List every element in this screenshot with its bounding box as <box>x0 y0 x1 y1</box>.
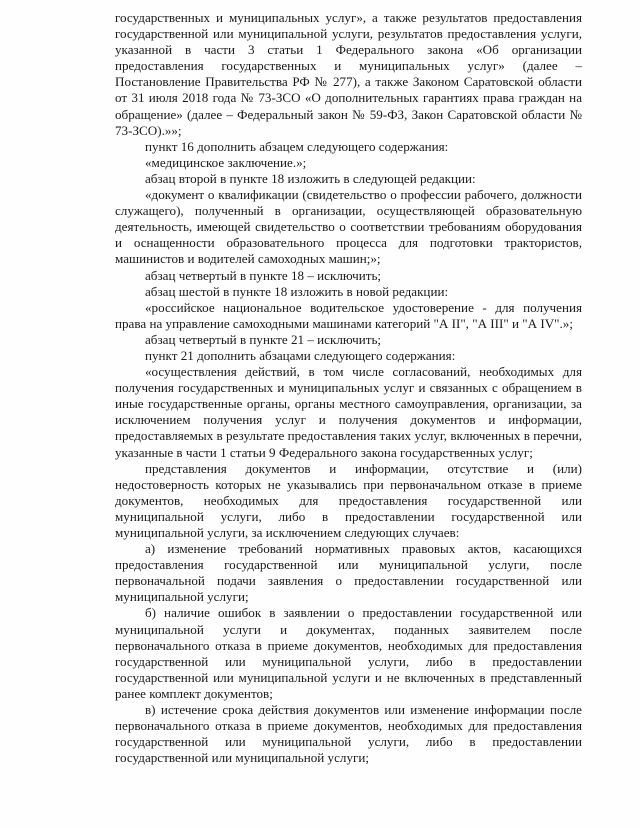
paragraph-4: абзац второй в пункте 18 изложить в следующей редакции: <box>145 170 476 186</box>
paragraph-8: «российское национальное водительское удостоверение - для получения права на управление самоходными машинами категорий "А II", "А III" и "А IV".»; <box>115 299 582 331</box>
paragraph-15: в) истечение срока действия документов или изменение информации после первоначального отказа в приеме документов, необходимых для предоставления государственной или муниципальной услуги, либо в предоставлении государственной или муниципальной услуги; <box>115 702 582 766</box>
paragraph-7: абзац шестой в пункте 18 изложить в новой редакции: <box>145 283 449 299</box>
paragraph-10: пункт 21 дополнить абзацами следующего содержания: <box>145 347 456 363</box>
paragraph-1: государственных и муниципальных услуг», а также результатов предоставления государственной или муниципальной услуги, результатов предоставления услуги, указанной в части 3 статьи 1 Федерального закона «Об организации предоставления государственных и муниципальных услуг» (далее – Постановление Правительства РФ № 277), а также Законом Саратовской области от 31 июля 2018 года № 73-ЗСО «О дополнительных гарантиях права граждан на обращение» (далее – Федеральный закон № 59-ФЗ, Закон Саратовской области № 73-ЗСО).»»; <box>115 10 582 138</box>
paragraph-12: представления документов и информации, отсутствие и (или) недостоверность которых не указывались при первоначальном отказе в приеме документов, необходимых для предоставления государственной или муниципальной услуги, либо в предоставлении государственной или муниципальной услуги, за исключением следующих случаев: <box>115 460 582 540</box>
document-body <box>115 10 582 766</box>
paragraph-6: абзац четвертый в пункте 18 – исключить; <box>145 267 382 283</box>
paragraph-3: «медицинское заключение.»; <box>145 154 307 170</box>
paragraph-11: «осуществления действий, в том числе согласований, необходимых для получения государственных и муниципальных услуг и связанных с обращением в иные государственные органы, органы местного самоуправления, организации, за исключением получения услуг и получения документов и информации, предоставляемых в результате предоставления таких услуг, включенных в перечни, указанные в части 1 статьи 9 Федерального закона государственных услуг; <box>115 364 582 460</box>
paragraph-14: б) наличие ошибок в заявлении о предоставлении государственной или муниципальной услуги и документах, поданных заявителем после первоначального отказа в приеме документов, необходимых для предоставления государственной или муниципальной услуги, либо в предоставлении государственной или муниципальной услуги и не включенных в представленный ранее комплект документов; <box>115 605 582 701</box>
paragraph-9: абзац четвертый в пункте 21 – исключить; <box>145 331 382 347</box>
paragraph-2: пункт 16 дополнить абзацем следующего содержания: <box>145 138 449 154</box>
paragraph-13: а) изменение требований нормативных правовых актов, касающихся предоставления государственной или муниципальной услуги, после первоначальной подачи заявления о предоставлении государственной или муниципальной услуги; <box>115 541 582 605</box>
paragraph-5: «документ о квалификации (свидетельство о профессии рабочего, должности служащего), полученный в организации, осуществляющей образовательную деятельность, имеющей свидетельство о соответствии требованиям оборудования и оснащенности образовательного процесса для подготовки трактористов, машинистов и водителей самоходных машин;»; <box>115 187 582 267</box>
